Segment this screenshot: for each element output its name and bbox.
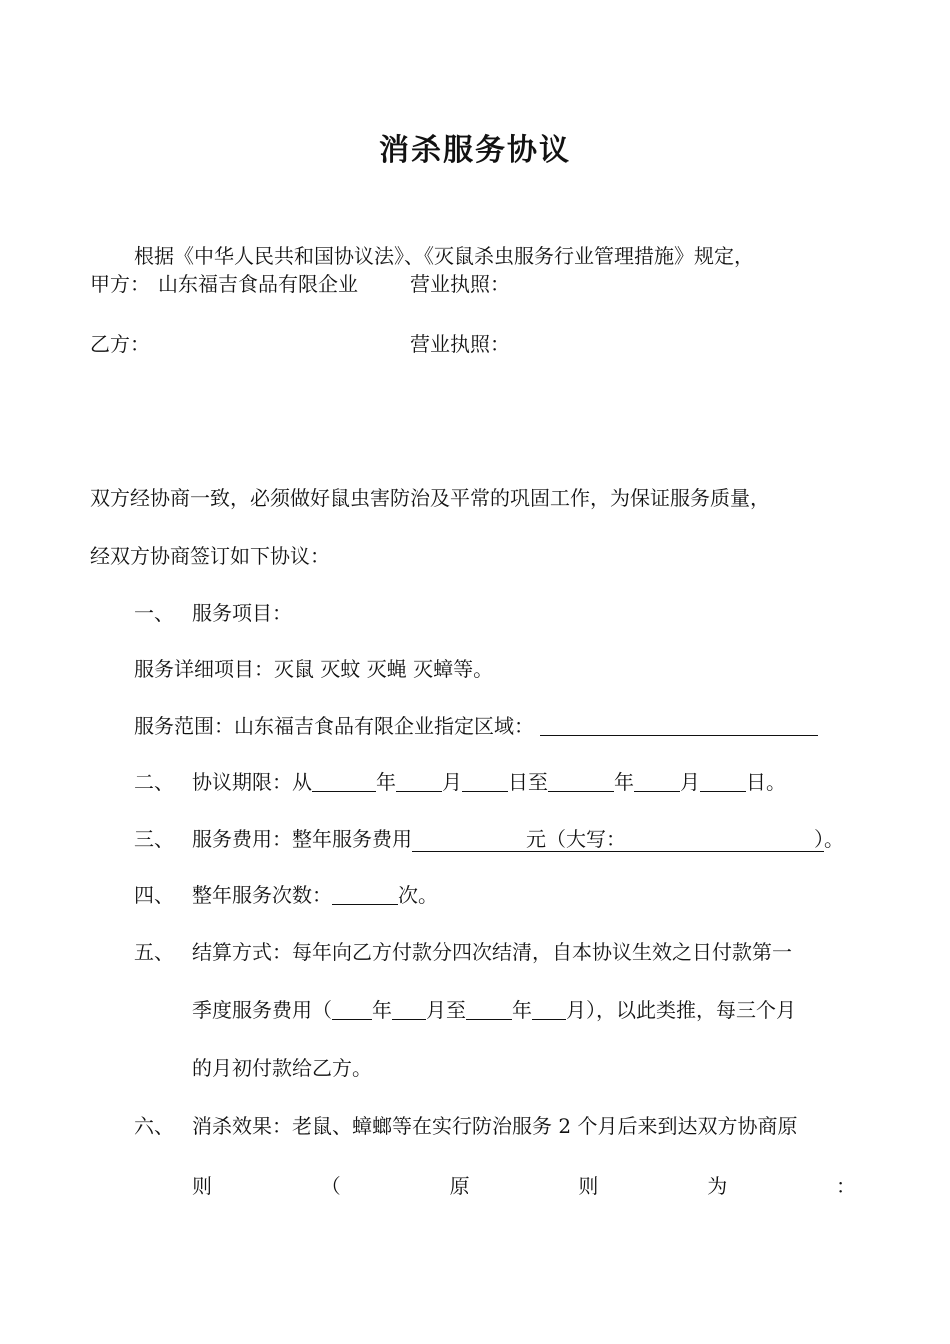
clause-6-line-1: [134, 1114, 797, 1138]
pay-end-year-blank[interactable]: [466, 999, 512, 1020]
clause-2-number: 二、: [134, 770, 174, 794]
clause-5-line-3: 的月初付款给乙方。: [192, 1056, 372, 1080]
start-day-label: 日至: [508, 770, 548, 794]
pay-start-year-label: 年: [372, 998, 392, 1022]
clause-5-text-2b-month: 月: [566, 998, 586, 1022]
start-year-blank[interactable]: [312, 771, 376, 792]
pay-end-year-label: 年: [512, 998, 532, 1022]
end-month-label: 月: [680, 770, 700, 794]
clause-4: [134, 883, 438, 907]
clause-2-end: 。: [766, 770, 786, 794]
clause-1-text: 服务项目：: [192, 601, 292, 625]
scope-blank[interactable]: [540, 715, 818, 736]
intro-line: 根据《中华人民共和国协议法》、《灭鼠杀虫服务行业管理措施》规定，: [134, 244, 754, 268]
party-a-license-label: 营业执照：: [410, 272, 510, 296]
end-year-blank[interactable]: [548, 771, 614, 792]
start-month-blank[interactable]: [396, 771, 442, 792]
end-month-blank[interactable]: [634, 771, 680, 792]
service-details: 服务详细项目：灭鼠 灭蚊 灭蝇 灭蟑等。: [134, 657, 494, 681]
clause-1-number: 一、: [134, 601, 174, 625]
consensus-line-1: 双方经协商一致，必须做好鼠虫害防治及平常的巩固工作，为保证服务质量，: [90, 486, 770, 510]
clause-4-text: 整年服务次数：: [192, 883, 332, 907]
clause-5-text-2a: 季度服务费用（: [192, 998, 332, 1022]
clause-2-text: 协议期限：从: [192, 770, 312, 794]
pay-start-month-label: 月至: [426, 998, 466, 1022]
clause-3-text: 服务费用：整年服务费用: [192, 827, 412, 851]
clause-6-char: （: [320, 1174, 341, 1198]
clause-1: [134, 601, 292, 625]
fee-paren-close: ）: [814, 827, 824, 851]
fee-underline[interactable]: [412, 827, 824, 852]
start-month-label: 月: [442, 770, 462, 794]
pay-end-month-blank[interactable]: [532, 999, 566, 1020]
party-a-name: 山东福吉食品有限企业: [158, 272, 358, 296]
clause-6-text-1: 消杀效果：老鼠、蟑螂等在实行防治服务 2 个月后来到达双方协商原: [192, 1114, 798, 1138]
party-b-license-label: 营业执照：: [410, 332, 510, 356]
pay-start-year-blank[interactable]: [332, 999, 372, 1020]
clause-6-char: 则: [578, 1174, 599, 1198]
start-year-label: 年: [376, 770, 396, 794]
service-scope: [134, 714, 818, 738]
clause-6-char: 为: [707, 1174, 728, 1198]
party-b-label: 乙方：: [90, 332, 150, 356]
clause-3: [134, 827, 844, 851]
end-year-label: 年: [614, 770, 634, 794]
start-day-blank[interactable]: [462, 771, 508, 792]
clause-6-line-2: [192, 1174, 856, 1198]
clause-2: [134, 770, 786, 794]
document-title: 消杀服务协议: [379, 133, 571, 168]
clause-5-text-2b: ），以此类推，每三个月: [586, 998, 796, 1022]
clause-5-line-2: [192, 998, 796, 1022]
clause-5-line-1: [134, 940, 792, 964]
end-day-blank[interactable]: [700, 771, 746, 792]
service-times-blank[interactable]: [332, 884, 398, 905]
clause-6-char: 则: [192, 1174, 212, 1198]
service-scope-text: 服务范围：山东福吉食品有限企业指定区域：: [134, 714, 534, 738]
clause-6-number: 六、: [134, 1114, 174, 1138]
service-times-label: 次。: [398, 883, 438, 907]
clause-3-number: 三、: [134, 827, 174, 851]
consensus-line-2: 经双方协商签订如下协议：: [90, 544, 330, 568]
clause-4-number: 四、: [134, 883, 174, 907]
clause-5-number: 五、: [134, 940, 174, 964]
clause-5-text-1: 结算方式：每年向乙方付款分四次结清，自本协议生效之日付款第一: [192, 940, 792, 964]
pay-start-month-blank[interactable]: [392, 999, 426, 1020]
party-a-label: 甲方：: [90, 272, 150, 296]
end-day-label: 日: [746, 770, 766, 794]
clause-6-char: 原: [449, 1174, 470, 1198]
fee-yuan-label: 元（大写：: [526, 827, 626, 851]
clause-6-char: ：: [835, 1174, 856, 1198]
clause-3-end: 。: [824, 827, 844, 851]
